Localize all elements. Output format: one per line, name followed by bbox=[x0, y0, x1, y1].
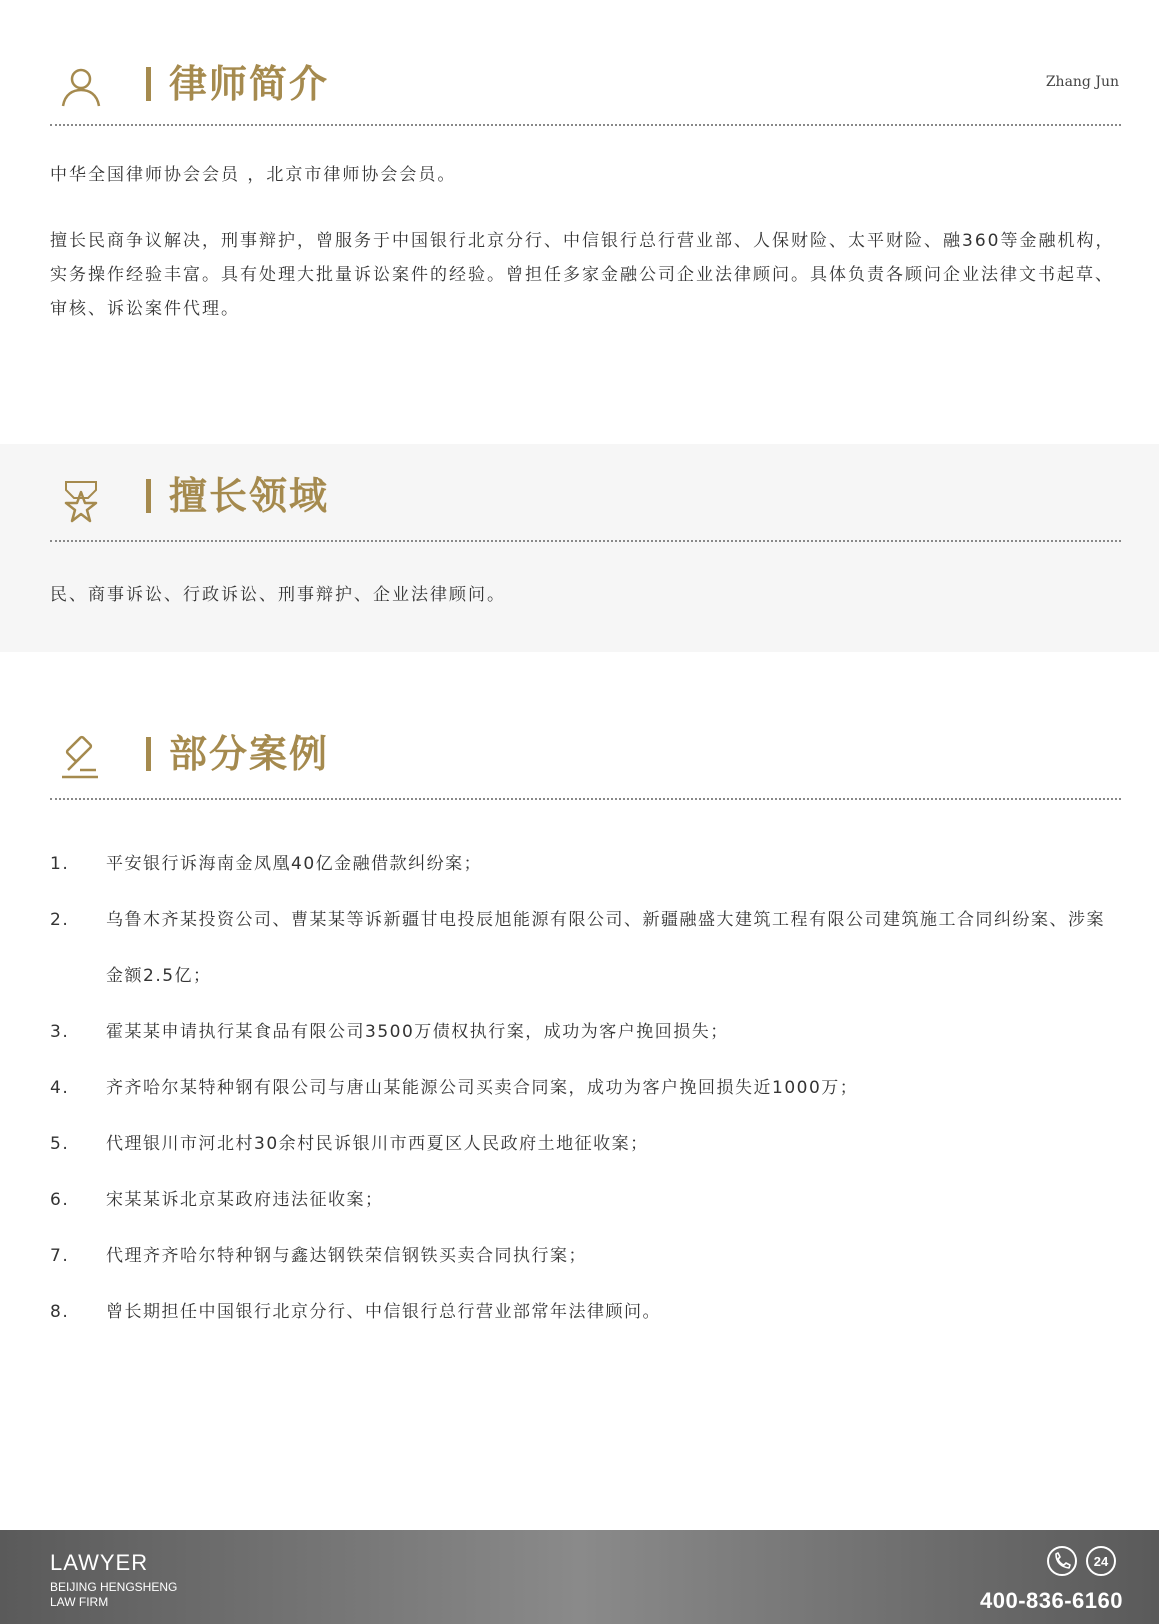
award-star-icon bbox=[58, 478, 104, 524]
footer-brand: LAWYER bbox=[50, 1550, 149, 1575]
case-text: 宋某某诉北京某政府违法征收案； bbox=[106, 1190, 384, 1210]
case-number: 8. bbox=[50, 1302, 70, 1322]
cases-title bbox=[146, 730, 329, 778]
profile-header bbox=[50, 60, 1121, 150]
phone-icon bbox=[1048, 1547, 1076, 1575]
case-text: 代理银川市河北村30余村民诉银川市西夏区人民政府土地征收案； bbox=[106, 1134, 649, 1154]
divider bbox=[50, 540, 1121, 542]
case-number: 7. bbox=[50, 1246, 70, 1266]
case-item bbox=[50, 1172, 1121, 1228]
footer bbox=[0, 1530, 1159, 1624]
case-text: 齐齐哈尔某特种钢有限公司与唐山某能源公司买卖合同案，成功为客户挽回损失近1000万； bbox=[106, 1078, 859, 1098]
case-text: 平安银行诉海南金凤凰40亿金融借款纠纷案； bbox=[106, 854, 483, 874]
case-text: 代理齐齐哈尔特种钢与鑫达钢铁荣信钢铁买卖合同执行案； bbox=[106, 1246, 587, 1266]
case-number: 4. bbox=[50, 1078, 70, 1098]
cases-section bbox=[0, 700, 1159, 776]
title-bar bbox=[146, 479, 151, 513]
case-number: 6. bbox=[50, 1190, 70, 1210]
lawyer-name: Zhang Jun bbox=[1045, 74, 1119, 90]
profile-title bbox=[146, 60, 329, 108]
expertise-text: 民、商事诉讼、行政诉讼、刑事辩护、企业法律顾问。 bbox=[50, 585, 506, 605]
case-item bbox=[50, 1116, 1121, 1172]
case-item bbox=[50, 1284, 1121, 1340]
case-number: 3. bbox=[50, 1022, 70, 1042]
cases-title-text: 部分案例 bbox=[169, 732, 330, 776]
case-number: 1. bbox=[50, 854, 70, 874]
case-number: 2. bbox=[50, 910, 70, 930]
user-icon bbox=[58, 64, 104, 110]
expertise-header bbox=[50, 472, 1121, 562]
expertise-title bbox=[146, 472, 329, 520]
cases-header bbox=[50, 730, 1121, 820]
profile-section bbox=[0, 0, 1159, 440]
expertise-title-text: 擅长领域 bbox=[169, 474, 330, 518]
case-list bbox=[50, 836, 1121, 1340]
title-bar bbox=[146, 737, 151, 771]
profile-description: 擅长民商争议解决，刑事辩护，曾服务于中国银行北京分行、中信银行总行营业部、人保财险、太平财险、融360等金融机构，实务操作经验丰富。具有处理大批量诉讼案件的经验。曾担任多家金融公司企业法律顾问。具体负责各顾问企业法律文书起草、审核、诉讼案件代理。 bbox=[50, 231, 1115, 319]
case-item bbox=[50, 892, 1121, 1004]
case-text: 乌鲁木齐某投资公司、曹某某等诉新疆甘电投辰旭能源有限公司、新疆融盛大建筑工程有限公司建筑施工合同纠纷案、涉案金额2.5亿； bbox=[106, 910, 1105, 986]
gavel-icon bbox=[58, 734, 104, 780]
profile-title-text: 律师简介 bbox=[169, 62, 330, 106]
case-number: 5. bbox=[50, 1134, 70, 1154]
expertise-section bbox=[0, 444, 1159, 652]
case-item bbox=[50, 1228, 1121, 1284]
profile-membership: 中华全国律师协会会员 ，北京市律师协会会员。 bbox=[50, 165, 457, 185]
hours-label: 24 bbox=[1093, 1554, 1109, 1569]
case-item bbox=[50, 1004, 1121, 1060]
case-text: 曾长期担任中国银行北京分行、中信银行总行营业部常年法律顾问。 bbox=[106, 1302, 661, 1322]
case-text: 霍某某申请执行某食品有限公司3500万债权执行案，成功为客户挽回损失； bbox=[106, 1022, 729, 1042]
hotline-number[interactable]: 400-836-6160 bbox=[979, 1588, 1123, 1613]
divider bbox=[50, 798, 1121, 800]
footer-firm-line2: LAW FIRM bbox=[50, 1595, 109, 1609]
contact-icons bbox=[1045, 1544, 1119, 1578]
footer-firm bbox=[50, 1580, 177, 1610]
case-item bbox=[50, 836, 1121, 892]
case-item bbox=[50, 1060, 1121, 1116]
divider bbox=[50, 124, 1121, 126]
clock-24-icon bbox=[1087, 1547, 1115, 1575]
footer-firm-line1: BEIJING HENGSHENG bbox=[50, 1580, 178, 1594]
title-bar bbox=[146, 67, 151, 101]
